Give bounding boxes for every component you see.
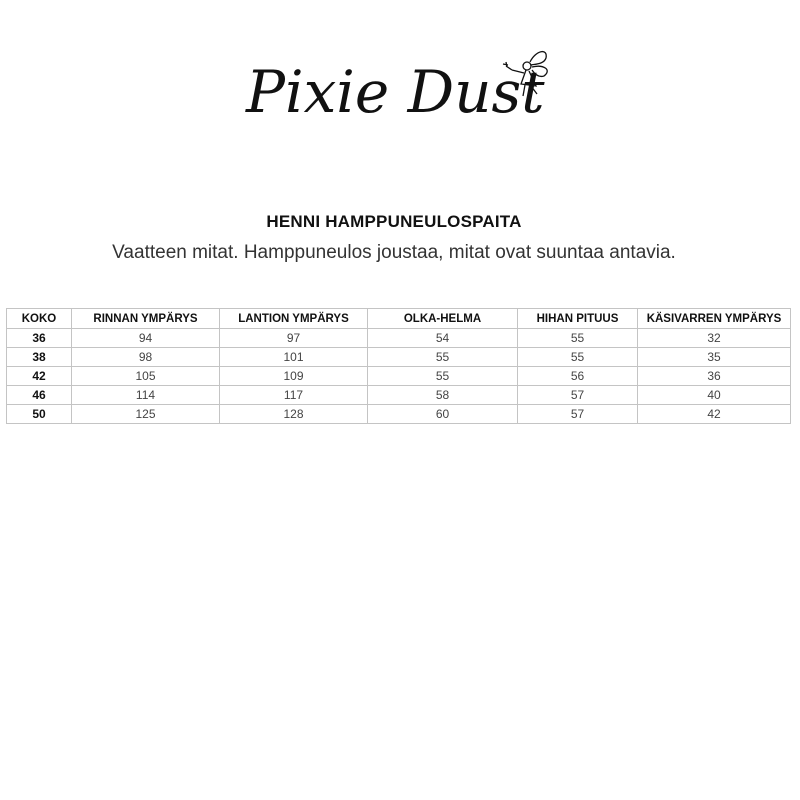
table-cell: 117 <box>220 386 368 405</box>
table-cell: 60 <box>368 405 518 424</box>
table-cell: 128 <box>220 405 368 424</box>
brand-logo <box>240 40 560 140</box>
table-cell: 94 <box>72 329 220 348</box>
table-cell: 105 <box>72 367 220 386</box>
column-header-sleeve-length: HIHAN PITUUS <box>518 309 638 329</box>
product-subtitle: Vaatteen mitat. Hamppuneulos joustaa, mitat ovat suuntaa antavia. <box>112 242 676 263</box>
table-cell: 97 <box>220 329 368 348</box>
table-row <box>7 329 791 348</box>
table-cell: 55 <box>518 329 638 348</box>
table-cell: 57 <box>518 386 638 405</box>
table-cell: 55 <box>518 348 638 367</box>
table-row <box>7 348 791 367</box>
table-cell: 54 <box>368 329 518 348</box>
column-header-size: KOKO <box>7 309 72 329</box>
size-cell: 46 <box>7 386 72 405</box>
column-header-shoulder-hem: OLKA-HELMA <box>368 309 518 329</box>
product-title: HENNI HAMPPUNEULOSPAITA <box>266 212 522 231</box>
table-row <box>7 386 791 405</box>
table-cell: 55 <box>368 348 518 367</box>
table-cell: 114 <box>72 386 220 405</box>
table-cell: 42 <box>638 405 791 424</box>
size-cell: 42 <box>7 367 72 386</box>
column-header-hip: LANTION YMPÄRYS <box>220 309 368 329</box>
table-header-row <box>7 309 791 329</box>
table-row <box>7 405 791 424</box>
table-cell: 35 <box>638 348 791 367</box>
table-cell: 57 <box>518 405 638 424</box>
size-cell: 36 <box>7 329 72 348</box>
logo-text: Pixie Dust <box>246 58 545 126</box>
table-cell: 109 <box>220 367 368 386</box>
size-cell: 50 <box>7 405 72 424</box>
column-header-arm-circumference: KÄSIVARREN YMPÄRYS <box>638 309 791 329</box>
table-cell: 55 <box>368 367 518 386</box>
table-cell: 125 <box>72 405 220 424</box>
size-cell: 38 <box>7 348 72 367</box>
size-table <box>6 308 791 424</box>
table-cell: 98 <box>72 348 220 367</box>
column-header-chest: RINNAN YMPÄRYS <box>72 309 220 329</box>
table-row <box>7 367 791 386</box>
table-cell: 40 <box>638 386 791 405</box>
table-cell: 101 <box>220 348 368 367</box>
table-cell: 36 <box>638 367 791 386</box>
table-cell: 32 <box>638 329 791 348</box>
table-cell: 56 <box>518 367 638 386</box>
table-cell: 58 <box>368 386 518 405</box>
